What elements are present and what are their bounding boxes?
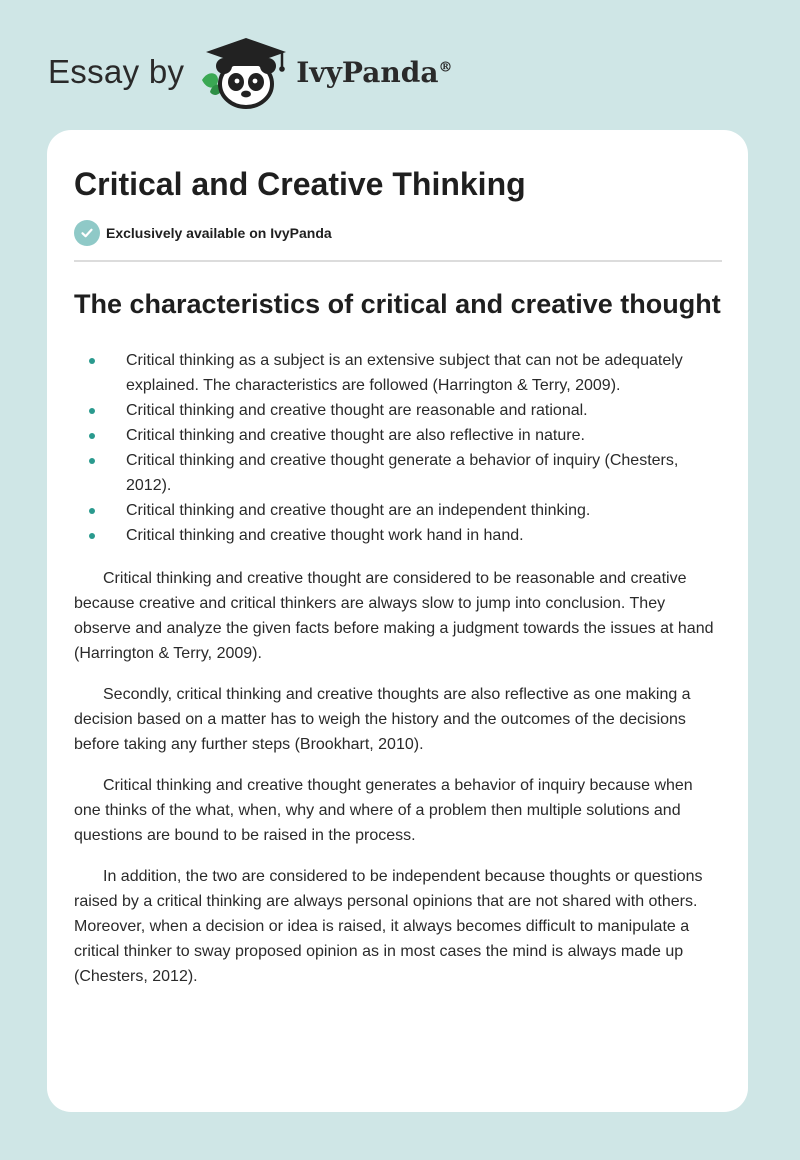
list-item: Critical thinking and creative thought are an independent thinking. <box>74 498 722 523</box>
list-item: Critical thinking and creative thought work hand in hand. <box>74 523 722 548</box>
paragraph: In addition, the two are considered to be independent because thoughts or questions raised by a critical thinking are always personal opinions that are not shared with others. Moreover, when a decision or idea is raised, it always becomes difficult to manipulate a critical thinker to sway proposed opinion as in most cases the mind is always made up (Chesters, 2012). <box>74 868 703 985</box>
brand-prefix: Essay by <box>48 53 185 90</box>
page-title: Critical and Creative Thinking <box>74 166 526 202</box>
paragraph: Secondly, critical thinking and creative thoughts are also reflective as one making a decision based on a matter has to weigh the history and the outcomes of the decisions before taking any further steps (Brookhart, 2010). <box>74 686 691 753</box>
check-icon <box>74 220 100 246</box>
paragraph: Critical thinking and creative thought are considered to be reasonable and creative because creative and critical thinkers are always slow to jump into conclusion. They observe and analyze the given facts before making a judgment towards the issues at hand (Harrington & Terry, 2009). <box>74 570 714 662</box>
badge-text: Exclusively available on IvyPanda <box>106 225 332 241</box>
panda-logo-icon[interactable] <box>198 34 290 110</box>
list-item: Critical thinking as a subject is an extensive subject that can not be adequately explained. The characteristics are followed (Harrington & Terry, 2009). <box>74 348 722 398</box>
exclusive-badge <box>74 220 722 246</box>
list-item: Critical thinking and creative thought are also reflective in nature. <box>74 423 722 448</box>
brand-header <box>48 34 452 110</box>
bullet-dot-icon <box>89 458 95 464</box>
paragraph: Critical thinking and creative thought generates a behavior of inquiry because when one thinks of the what, when, why and where of a problem then multiple solutions and questions are bound to be raised in the process. <box>74 777 693 844</box>
bullet-dot-icon <box>89 358 95 364</box>
essay-card <box>47 130 748 1112</box>
list-item: Critical thinking and creative thought are reasonable and rational. <box>74 398 722 423</box>
list-item: Critical thinking and creative thought generate a behavior of inquiry (Chesters, 2012). <box>74 448 722 498</box>
bullet-dot-icon <box>89 533 95 539</box>
characteristics-list <box>74 348 722 548</box>
section-heading: The characteristics of critical and creative thought <box>74 289 721 319</box>
bullet-dot-icon <box>89 408 95 414</box>
bullet-dot-icon <box>89 508 95 514</box>
bullet-dot-icon <box>89 433 95 439</box>
divider <box>74 260 722 262</box>
brand-name: IvyPanda® <box>296 55 453 89</box>
